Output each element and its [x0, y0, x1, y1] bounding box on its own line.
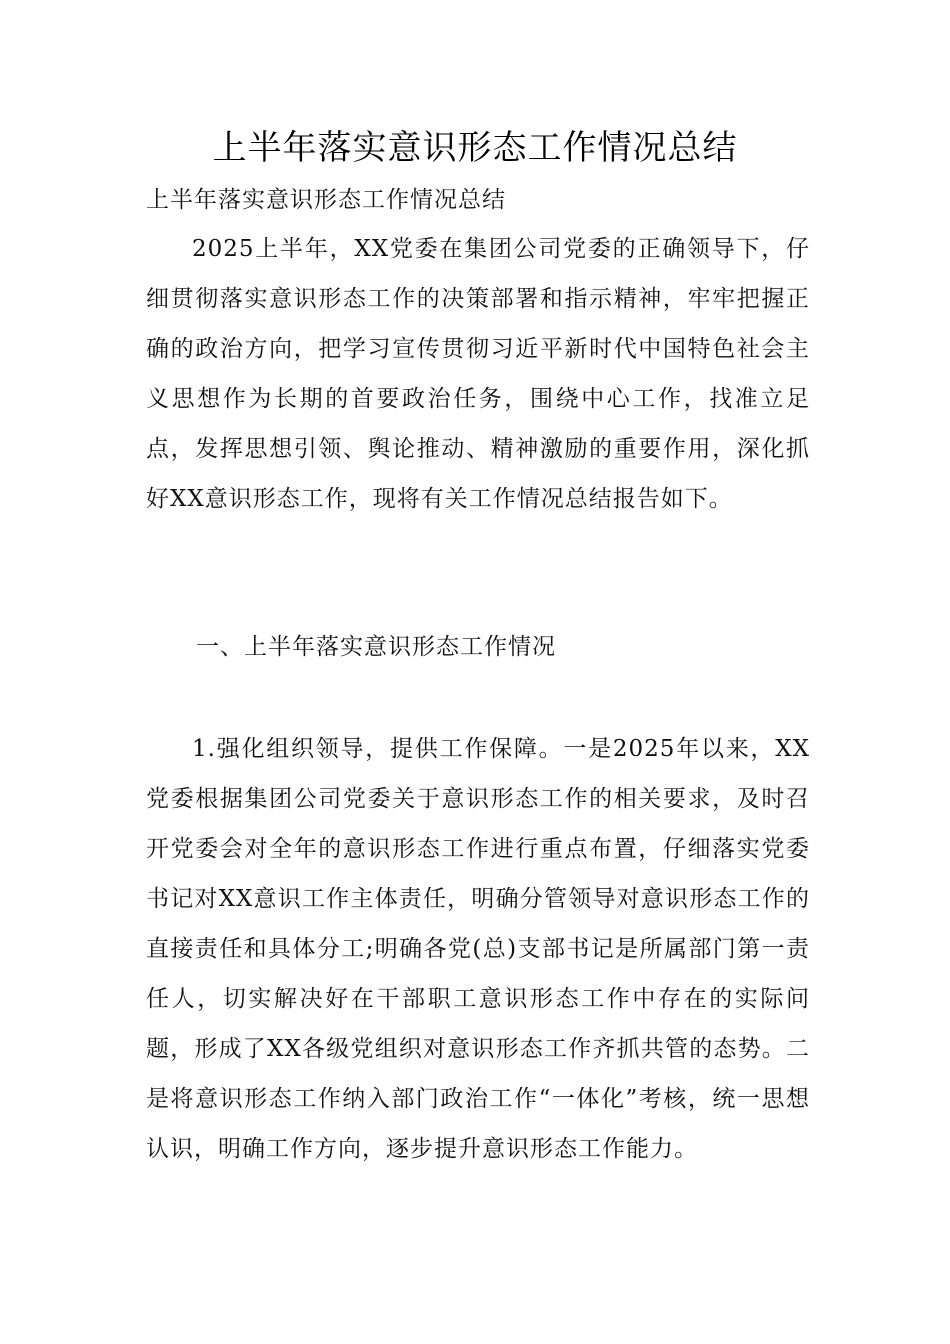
section-paragraph: 1.强化组织领导，提供工作保障。一是2025年以来，XX党委根据集团公司党委关于意识形态工作的相关要求，及时召开党委会对全年的意识形态工作进行重点布置，仔细落实党委书记对XX意识工作主体责任，明确分管领导对意识形态工作的直接责任和具体分工;明确各党(总)支部书记是所属部门第一责任人，切实解决好在干部职工意识形态工作中存在的实际问题，形成了XX各级党组织对意识形态工作齐抓共管的态势。二是将意识形态工作纳入部门政治工作“一体化”考核，统一思想认识，明确工作方向，逐步提升意识形态工作能力。: [146, 736, 810, 1162]
intro-paragraph: 2025上半年，XX党委在集团公司党委的正确领导下，仔细贯彻落实意识形态工作的决策部署和指示精神，牢牢把握正确的政治方向，把学习宣传贯彻习近平新时代中国特色社会主义思想作为长期的首要政治任务，围绕中心工作，找准立足点，发挥思想引领、舆论推动、精神激励的重要作用，深化抓好XX意识形态工作，现将有关工作情况总结报告如下。: [146, 236, 810, 512]
document-title: 上半年落实意识形态工作情况总结: [212, 128, 738, 168]
section-heading: 一、上半年落实意识形态工作情况: [196, 634, 556, 660]
document-subtitle: 上半年落实意识形态工作情况总结: [146, 187, 506, 213]
